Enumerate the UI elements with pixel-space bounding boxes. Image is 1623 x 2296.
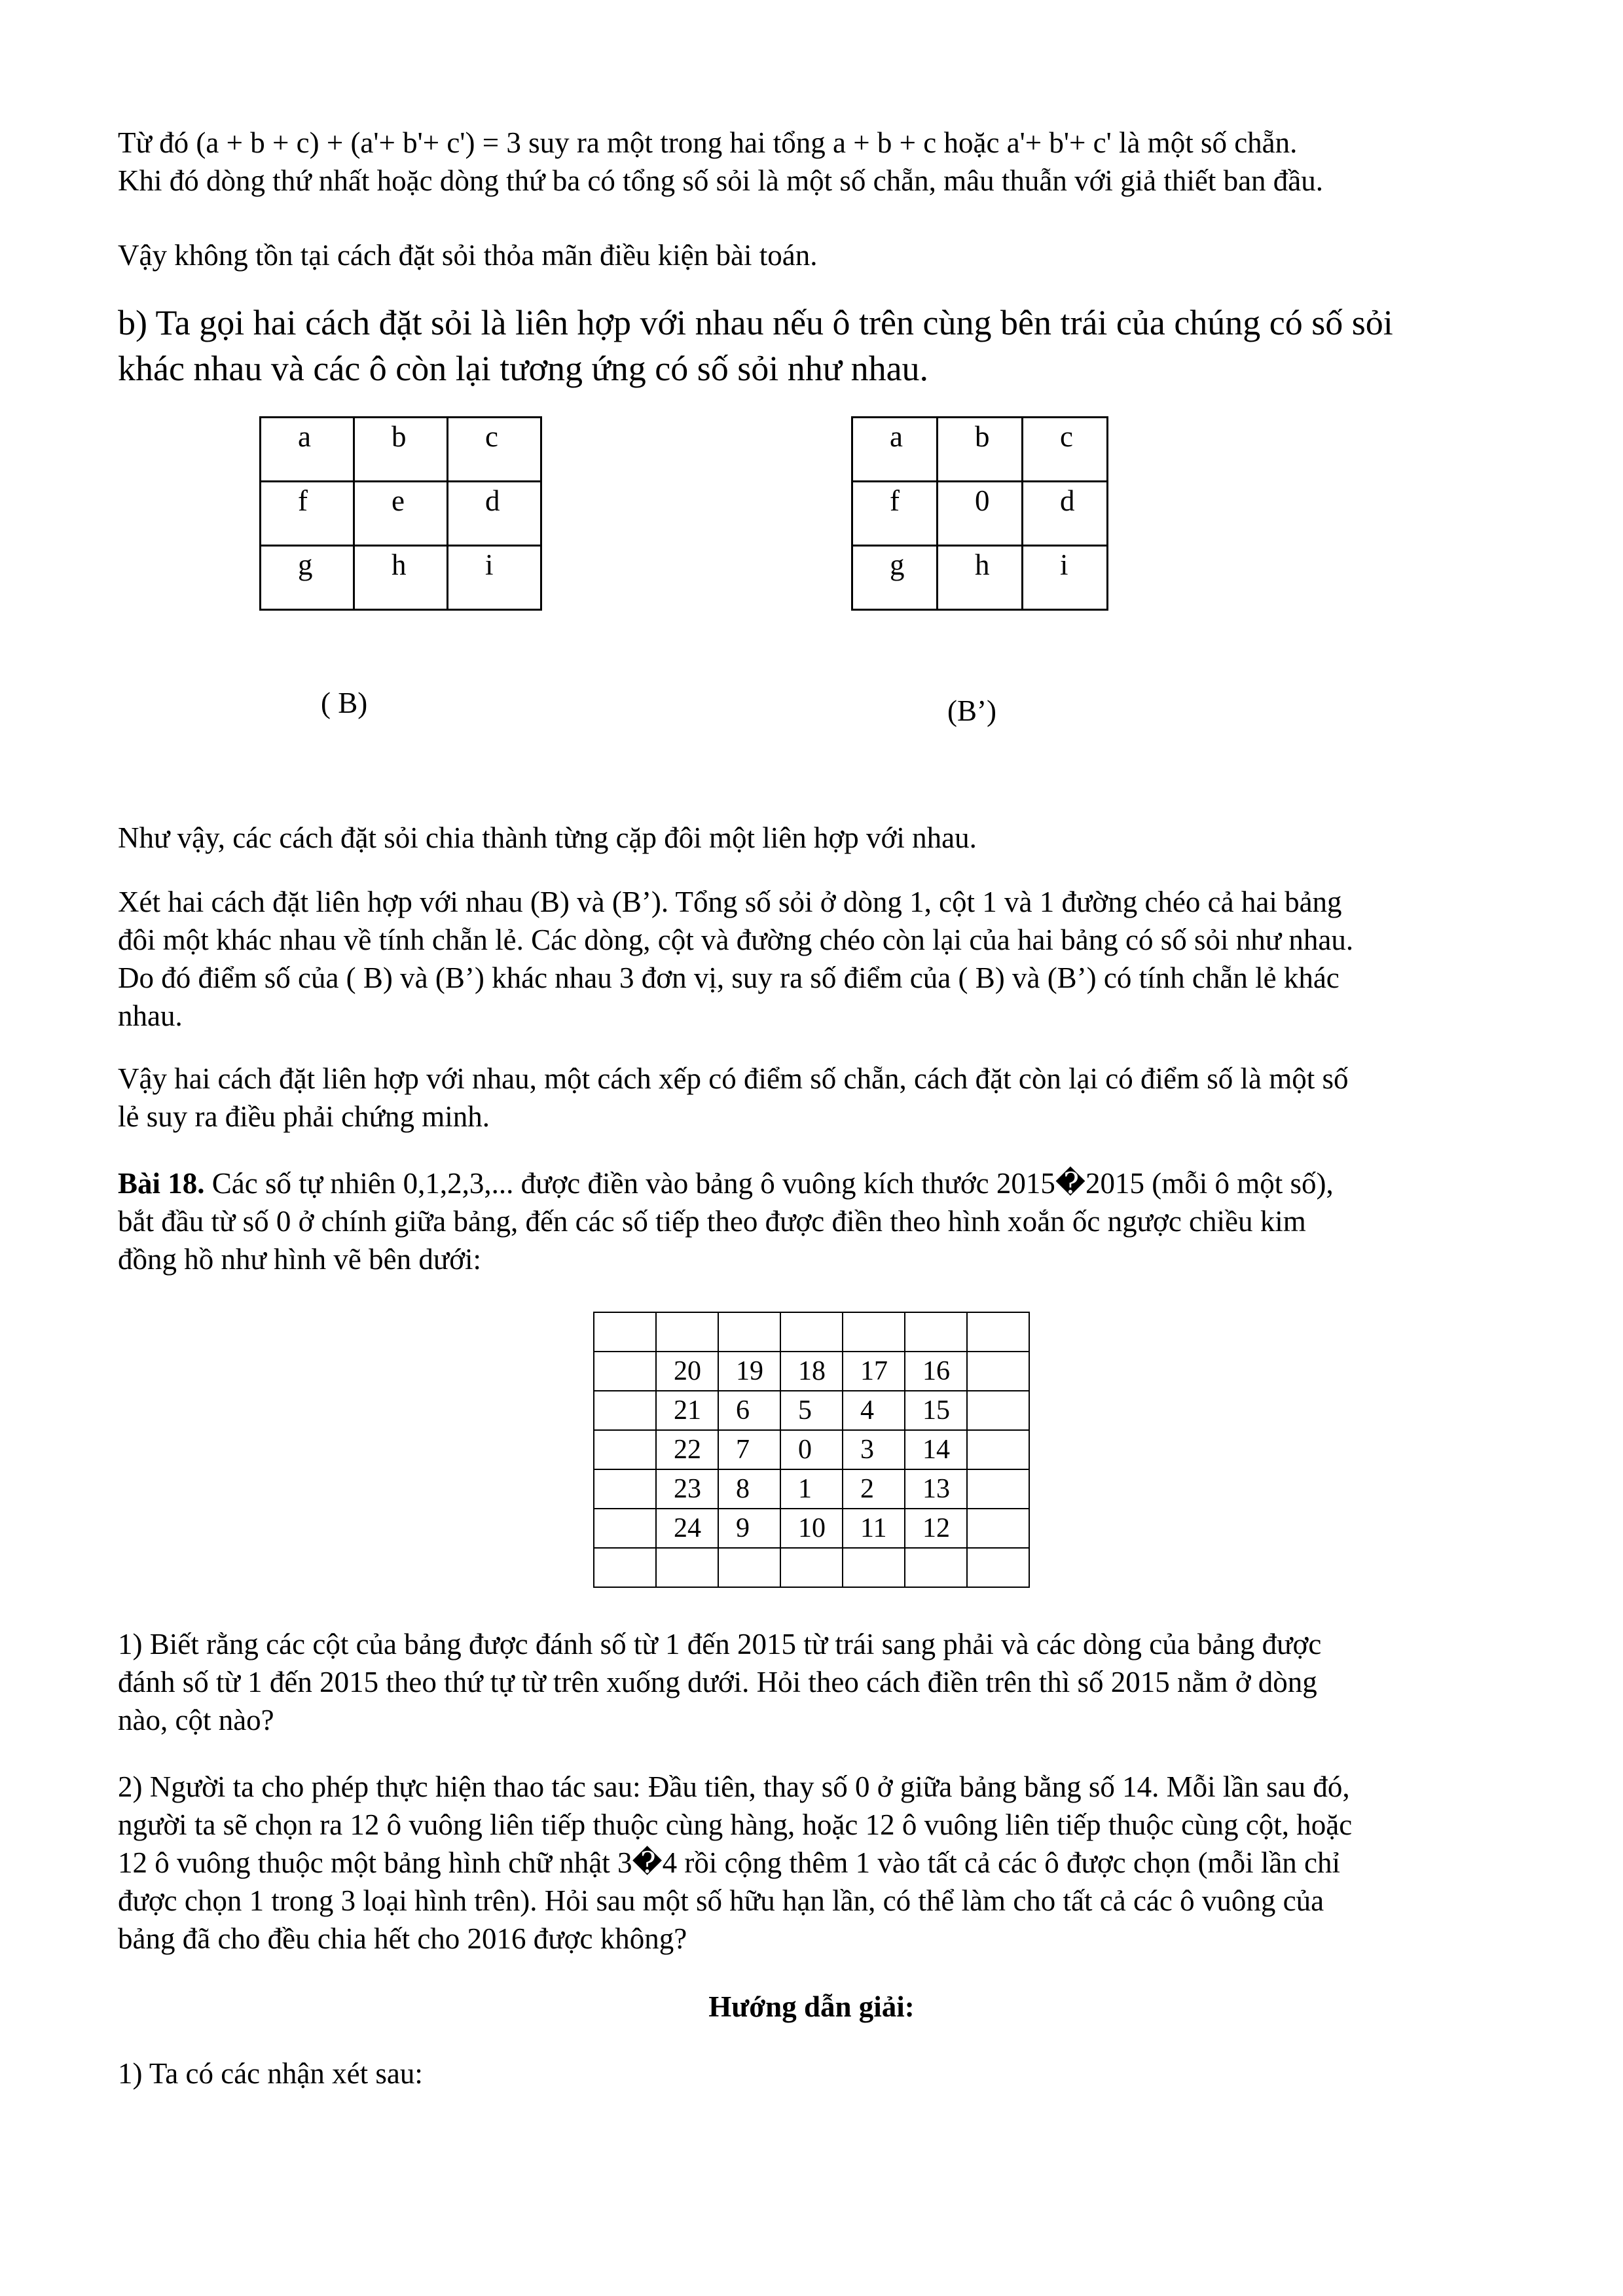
table-b-prime-cell: f [852,482,938,546]
spiral-cell [967,1391,1029,1430]
table-b-cell: d [448,482,541,546]
para2: Vậy không tồn tại cách đặt sỏi thỏa mãn điều kiện bài toán. [118,239,818,272]
table-b-prime-cell: h [938,546,1023,610]
part-b-line1: b) Ta gọi hai cách đặt sỏi là liên hợp với nhau nếu ô trên cùng bên trái của chúng có số sỏi [118,303,1393,342]
part-b-line2: khác nhau và các ô còn lại tương ứng có số sỏi như nhau. [118,349,929,388]
spiral-cell [967,1548,1029,1587]
spiral-cell: 16 [905,1352,967,1391]
spiral-cell: 11 [843,1509,905,1548]
para4-line3: Do đó điểm số của ( B) và (B’) khác nhau 3 đơn vị, suy ra số điểm của ( B) và (B’) có tính chẵn lẻ khác [118,961,1340,994]
bai18-size: 2015�2015 [996,1167,1144,1200]
spiral-cell [594,1430,656,1469]
spiral-cell [780,1312,843,1352]
spiral-cell: 17 [843,1352,905,1391]
q2-line4: được chọn 1 trong 3 loại hình trên). Hỏi sau một số hữu hạn lần, có thể làm cho tất cả các ô vuông của [118,1884,1324,1917]
table-b-prime-caption: (B’) [947,694,996,727]
spiral-cell [594,1352,656,1391]
spiral-cell [594,1548,656,1587]
table-b-cell: a [261,418,354,482]
table-b-cell: g [261,546,354,610]
spiral-cell: 3 [843,1430,905,1469]
spiral-cell [843,1312,905,1352]
para5-line1: Vậy hai cách đặt liên hợp với nhau, một cách xếp có điểm số chẵn, cách đặt còn lại có điểm số là một số [118,1062,1349,1095]
spiral-cell: 19 [718,1352,780,1391]
spiral-cell [967,1469,1029,1509]
spiral-cell [967,1312,1029,1352]
spiral-table [593,1312,1030,1588]
para1-line2: Khi đó dòng thứ nhất hoặc dòng thứ ba có tổng số sỏi là một số chẵn, mâu thuẫn với giả thiết ban đầu. [118,164,1324,197]
bai18-label: Bài 18. [118,1167,205,1200]
q2-line2: người ta sẽ chọn ra 12 ô vuông liên tiếp thuộc cùng hàng, hoặc 12 ô vuông liên tiếp thuộc cùng cột, hoặc [118,1808,1353,1841]
table-b-cell: f [261,482,354,546]
table-b-prime-cell: d [1023,482,1108,546]
spiral-cell [594,1312,656,1352]
spiral-cell [967,1509,1029,1548]
spiral-cell: 15 [905,1391,967,1430]
formula-abc: a + b + c [833,126,937,159]
table-b-caption: ( B) [321,687,368,719]
spiral-cell [967,1352,1029,1391]
spiral-cell: 24 [656,1509,718,1548]
spiral-cell: 13 [905,1469,967,1509]
spiral-cell [656,1312,718,1352]
spiral-cell: 21 [656,1391,718,1430]
q2-line1: 2) Người ta cho phép thực hiện thao tác sau: Đầu tiên, thay số 0 ở giữa bảng bằng số 14. Mỗi lần sau đó, [118,1770,1350,1803]
formula-sum: (a + b + c) + (a'+ b'+ c') = 3 [196,126,521,159]
bai18-line1 [118,1165,1334,1202]
spiral-cell [967,1430,1029,1469]
spiral-cell: 20 [656,1352,718,1391]
formula-abc-prime: a'+ b'+ c' [1006,126,1112,159]
table-b-cell: b [354,418,448,482]
spiral-cell [594,1391,656,1430]
solution-line1: 1) Ta có các nhận xét sau: [118,2057,423,2090]
solution-heading: Hướng dẫn giải: [708,1990,915,2023]
spiral-cell [843,1548,905,1587]
spiral-cell: 5 [780,1391,843,1430]
spiral-cell: 7 [718,1430,780,1469]
bai18-text-c: (mỗi ô một số), [1144,1167,1334,1200]
spiral-cell [718,1312,780,1352]
spiral-cell: 9 [718,1509,780,1548]
table-b [259,416,542,611]
spiral-cell [656,1548,718,1587]
spiral-cell [594,1509,656,1548]
para1-prefix: Từ đó [118,126,189,159]
table-b-cell: h [354,546,448,610]
spiral-cell: 6 [718,1391,780,1430]
q2-line3: 12 ô vuông thuộc một bảng hình chữ nhật 3�4 rồi cộng thêm 1 vào tất cả các ô được chọn (mỗi lần chỉ [118,1846,1341,1879]
spiral-cell: 12 [905,1509,967,1548]
q1-line3: nào, cột nào? [118,1704,274,1736]
spiral-cell: 18 [780,1352,843,1391]
para4-line1: Xét hai cách đặt liên hợp với nhau (B) và (B’). Tổng số sỏi ở dòng 1, cột 1 và 1 đường chéo cả hai bảng [118,886,1342,918]
spiral-cell: 8 [718,1469,780,1509]
table-b-cell: c [448,418,541,482]
bai18-text-b: được điền vào bảng ô vuông kích thước [513,1167,996,1200]
spiral-cell: 23 [656,1469,718,1509]
bai18-line2: bắt đầu từ số 0 ở chính giữa bảng, đến các số tiếp theo được điền theo hình xoắn ốc ngược chiều kim [118,1205,1306,1238]
spiral-cell: 14 [905,1430,967,1469]
spiral-cell [718,1548,780,1587]
spiral-cell: 2 [843,1469,905,1509]
table-b-prime-cell: a [852,418,938,482]
spiral-cell [905,1312,967,1352]
q1-line2: đánh số từ 1 đến 2015 theo thứ tự từ trên xuống dưới. Hỏi theo cách điền trên thì số 2015 nằm ở dòng [118,1666,1317,1698]
table-b-prime-cell: 0 [938,482,1023,546]
q1-line1: 1) Biết rằng các cột của bảng được đánh số từ 1 đến 2015 từ trái sang phải và các dòng của bảng được [118,1628,1322,1660]
para1-or: hoặc [943,126,1007,159]
para4-line2: đôi một khác nhau về tính chẵn lẻ. Các dòng, cột và đường chéo còn lại của hai bảng có số sỏi như nhau. [118,924,1354,956]
spiral-cell: 22 [656,1430,718,1469]
table-b-prime-cell: g [852,546,938,610]
table-b-prime-cell: i [1023,546,1108,610]
spiral-cell [594,1469,656,1509]
q2-line5: bảng đã cho đều chia hết cho 2016 được không? [118,1922,687,1955]
table-b-cell: i [448,546,541,610]
spiral-cell: 4 [843,1391,905,1430]
bai18-numbers: 0,1,2,3,... [403,1167,514,1200]
para5-line2: lẻ suy ra điều phải chứng minh. [118,1100,490,1133]
spiral-cell [905,1548,967,1587]
para1-middle: suy ra một trong hai tổng [528,126,833,159]
bai18-text-a: Các số tự nhiên [204,1167,403,1200]
para1-suffix: là một số chẵn. [1118,126,1298,159]
spiral-cell [780,1548,843,1587]
para4-line4: nhau. [118,999,183,1032]
spiral-cell: 10 [780,1509,843,1548]
table-b-cell: e [354,482,448,546]
table-b-prime-cell: b [938,418,1023,482]
spiral-cell: 1 [780,1469,843,1509]
bai18-line3: đồng hồ như hình vẽ bên dưới: [118,1243,482,1276]
table-b-prime-cell: c [1023,418,1108,482]
para1-line1 [118,124,1297,161]
table-b-prime [851,416,1108,611]
para3: Như vậy, các cách đặt sỏi chia thành từng cặp đôi một liên hợp với nhau. [118,821,977,854]
spiral-cell: 0 [780,1430,843,1469]
